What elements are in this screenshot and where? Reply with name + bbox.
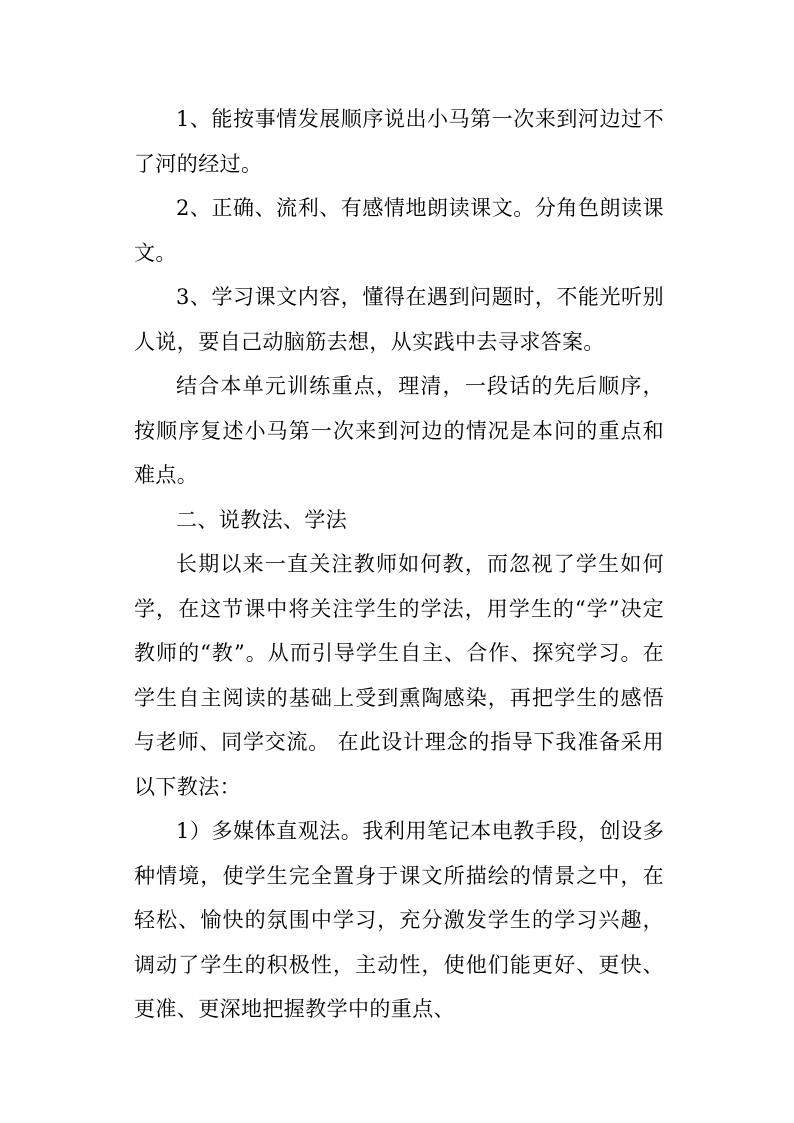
- section-heading: 二、说教法、学法: [176, 507, 348, 532]
- goal-paragraph-2: 2、正确、流利、有感情地朗读课文。分角色朗读课文。: [134, 196, 664, 265]
- goal-paragraph-3: 3、学习课文内容，懂得在遇到问题时，不能光听别人说，要自己动脑筋去想，从实践中去寻求答案。: [134, 285, 664, 354]
- key-points-paragraph: 结合本单元训练重点，理清，一段话的先后顺序，按顺序复述小马第一次来到河边的情况是本问的重点和难点。: [134, 374, 664, 487]
- document-body: [134, 97, 664, 1032]
- teaching-method-paragraph: 长期以来一直关注教师如何教，而忽视了学生如何学，在这节课中将关注学生的学法，用学生的“学”决定教师的“教”。从而引导学生自主、合作、探究学习。在学生自主阅读的基础上受到熏陶感染，再把学生的感悟与老师、同学交流。 在此设计理念的指导下我准备采用以下教法：: [134, 552, 664, 799]
- goal-paragraph-1: 1、能按事情发展顺序说出小马第一次来到河边过不了河的经过。: [134, 107, 664, 176]
- multimedia-method-paragraph: 1）多媒体直观法。我利用笔记本电教手段，创设多种情境，使学生完全置身于课文所描绘的情景之中，在轻松、愉快的氛围中学习，充分激发学生的学习兴趣，调动了学生的积极性，主动性，使他们能更好、更快、更准、更深地把握教学中的重点、: [134, 819, 664, 1021]
